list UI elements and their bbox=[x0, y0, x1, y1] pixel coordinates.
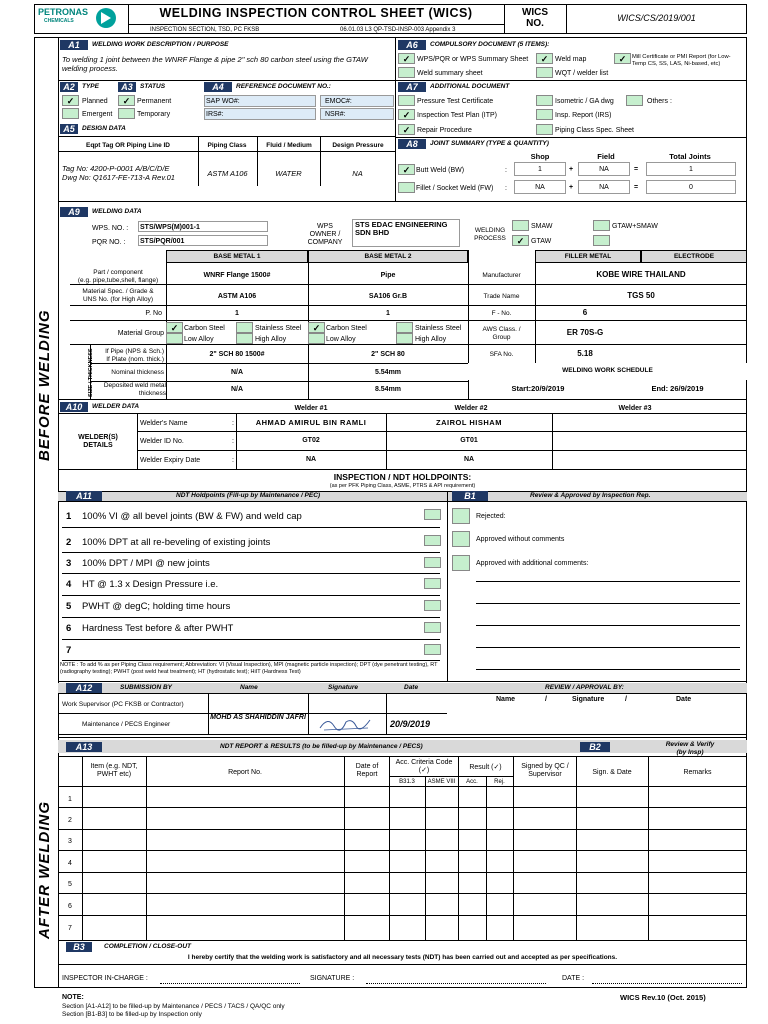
checkbox-process-blank[interactable] bbox=[593, 235, 610, 246]
shop-fillet-weld: NA bbox=[535, 184, 545, 191]
section-title-a2: TYPE bbox=[82, 83, 99, 90]
holdpoint-4: HT @ 1.3 x Design Pressure i.e. bbox=[82, 579, 219, 590]
section-code-a6: A6 bbox=[398, 40, 426, 50]
label-mill-cert: Mill Certificate or PMI Report (for Low-Temp CS, SS, LAS, Ni-based, etc) bbox=[632, 54, 731, 67]
label-wqt: WQT / welder list bbox=[555, 70, 609, 77]
col-eqpt-tag: Eqpt Tag OR Piping Line ID bbox=[85, 142, 170, 149]
label-irs: IRS#: bbox=[206, 111, 224, 118]
wps-number: STS/WPS(M)001-1 bbox=[140, 224, 200, 231]
checkbox-others[interactable] bbox=[626, 95, 643, 106]
filler-sfa: 5.18 bbox=[577, 349, 593, 358]
checkbox-mill-cert[interactable]: ✓ bbox=[614, 53, 631, 64]
filler-aws: ER 70S-G bbox=[566, 328, 604, 337]
base1-low-alloy-check[interactable] bbox=[166, 333, 183, 344]
label-weld-map: Weld map bbox=[555, 56, 587, 63]
section-code-a12: A12 bbox=[66, 683, 102, 693]
ndt-row-7: 7 bbox=[68, 925, 72, 932]
header-electrode: ELECTRODE bbox=[641, 250, 747, 263]
section-title-a4: REFERENCE DOCUMENT NO.: bbox=[236, 83, 331, 90]
section-code-a7: A7 bbox=[398, 82, 426, 92]
checkbox-insp-report[interactable] bbox=[536, 109, 553, 120]
holdpoint-5: PWHT @ degC; holding time hours bbox=[82, 601, 231, 612]
pqr-number: STS/PQR/001 bbox=[140, 238, 185, 245]
holdpoint-3-check[interactable] bbox=[424, 557, 441, 568]
header-filler-metal: FILLER METAL bbox=[535, 250, 641, 263]
logo-subtext: CHEMICALS bbox=[44, 18, 74, 24]
page-title: WELDING INSPECTION CONTROL SHEET (WICS) bbox=[159, 6, 473, 20]
ndt-row-5: 5 bbox=[68, 881, 72, 888]
label-nsr: NSR#: bbox=[325, 111, 346, 118]
label-repair: Repair Procedure bbox=[417, 127, 472, 134]
section-code-a1: A1 bbox=[60, 40, 88, 50]
work-description: To welding 1 joint between the WNRF Flange & pipe 2" sch 80 carbon steel using the GTAW welding process. bbox=[62, 55, 368, 73]
holdpoints-title: INSPECTION / NDT HOLDPOINTS: bbox=[333, 472, 472, 482]
checkbox-planned[interactable]: ✓ bbox=[62, 95, 79, 106]
section-code-b2: B2 bbox=[580, 742, 610, 752]
base2-deposited: 8.54mm bbox=[374, 386, 402, 393]
checkbox-piping-class[interactable] bbox=[536, 124, 553, 135]
section-code-a13: A13 bbox=[66, 742, 102, 752]
base1-high-alloy-check[interactable] bbox=[236, 333, 253, 344]
fluid-value: WATER bbox=[275, 169, 302, 178]
label-permanent: Permanent bbox=[137, 98, 172, 105]
checkbox-wps-pqr[interactable]: ✓ bbox=[398, 53, 415, 64]
checkbox-emergent[interactable] bbox=[62, 108, 79, 119]
section-title-a1: WELDING WORK DESCRIPTION / PURPOSE bbox=[92, 41, 229, 48]
section-title-a3: STATUS bbox=[140, 83, 166, 90]
section-code-a5: A5 bbox=[60, 124, 78, 134]
date-label: DATE : bbox=[562, 975, 585, 982]
checkbox-repair[interactable]: ✓ bbox=[398, 124, 415, 135]
schedule-start: Start:20/9/2019 bbox=[511, 384, 565, 393]
col-total: Total Joints bbox=[669, 152, 711, 161]
dwg-no: Dwg No: Q1617-FE-713-A Rev.01 bbox=[62, 173, 175, 182]
base1-spec: ASTM A106 bbox=[217, 293, 257, 300]
holdpoint-5-check[interactable] bbox=[424, 600, 441, 611]
after-welding-label: AFTER WELDING bbox=[36, 801, 53, 939]
section-code-a10: A10 bbox=[60, 402, 88, 412]
filler-manufacturer: KOBE WIRE THAILAND bbox=[596, 270, 686, 279]
checkbox-butt-weld[interactable]: ✓ bbox=[398, 164, 415, 175]
footer-note: NOTE: bbox=[62, 994, 84, 1001]
base2-spec: SA106 Gr.B bbox=[368, 293, 408, 300]
checkbox-gtaw[interactable]: ✓ bbox=[512, 235, 529, 246]
label-butt-weld: Butt Weld (BW) bbox=[416, 167, 465, 174]
petronas-logo-icon bbox=[94, 6, 118, 30]
section-code-a4: A4 bbox=[204, 82, 232, 92]
base1-size: 2" SCH 80 1500# bbox=[209, 351, 265, 358]
wics-number: WICS/CS/2019/001 bbox=[617, 13, 696, 23]
section-code-b3: B3 bbox=[66, 942, 92, 952]
holdpoint-7-check[interactable] bbox=[424, 644, 441, 655]
section-code-a3: A3 bbox=[118, 82, 136, 92]
label-planned: Planned bbox=[82, 98, 108, 105]
total-butt-weld: 1 bbox=[689, 166, 693, 173]
welder-1-name: AHMAD AMIRUL BIN RAMLI bbox=[255, 418, 367, 427]
section-title-a12: SUBMISSION BY bbox=[120, 684, 173, 691]
col-shop: Shop bbox=[530, 152, 550, 161]
holdpoint-1: 100% VI @ all bevel joints (BW & FW) and weld cap bbox=[82, 511, 302, 522]
schedule-end: End: 26/9/2019 bbox=[651, 384, 704, 393]
wics-label-no: NO. bbox=[526, 18, 544, 29]
header-base-metal-1: BASE METAL 1 bbox=[166, 250, 308, 263]
label-emoc: EMOC#: bbox=[325, 98, 352, 105]
label-wps-pqr: WPS/PQR or WPS Summary Sheet bbox=[417, 56, 529, 63]
label-fillet-weld: Fillet / Socket Weld (FW) bbox=[416, 185, 494, 192]
section-code-b1: B1 bbox=[452, 491, 488, 501]
checkbox-wqt[interactable] bbox=[536, 67, 553, 78]
base2-stainless-check[interactable] bbox=[396, 322, 413, 333]
base1-stainless-check[interactable] bbox=[236, 322, 253, 333]
checkbox-weld-map[interactable]: ✓ bbox=[536, 53, 553, 64]
welder-3-header: Welder #3 bbox=[618, 405, 652, 412]
ndt-row-4: 4 bbox=[68, 860, 72, 867]
holdpoint-2: 100% DPT at all re-beveling of existing joints bbox=[82, 537, 271, 548]
checkbox-gtaw-smaw[interactable] bbox=[593, 220, 610, 231]
section-code-a8: A8 bbox=[398, 139, 426, 149]
welder-1-header: Welder #1 bbox=[294, 405, 328, 412]
header-base-metal-2: BASE METAL 2 bbox=[308, 250, 468, 263]
field-butt-weld: NA bbox=[599, 166, 609, 173]
welder-1-id: GT02 bbox=[302, 437, 320, 444]
base1-deposited: N/A bbox=[230, 386, 244, 393]
total-fillet-weld: 0 bbox=[689, 184, 693, 191]
engineer-name: MOHD AS SHAHIDDIN JAFRI bbox=[210, 714, 306, 721]
holdpoint-6: Hardness Test before & after PWHT bbox=[82, 623, 234, 634]
ndt-row-1: 1 bbox=[68, 796, 72, 803]
base1-nominal: N/A bbox=[230, 369, 244, 376]
label-insp-report: Insp. Report (IRS) bbox=[555, 112, 612, 119]
engineer-date: 20/9/2019 bbox=[390, 719, 431, 729]
shop-butt-weld: 1 bbox=[538, 166, 542, 173]
label-pressure-test: Pressure Test Certificate bbox=[417, 98, 494, 105]
checkbox-fillet-weld[interactable] bbox=[398, 182, 415, 193]
base1-pno: 1 bbox=[235, 310, 239, 317]
label-itp: Inspection Test Plan (ITP) bbox=[417, 112, 498, 119]
tag-no: Tag No: 4200-P-0001 A/B/C/D/E bbox=[62, 164, 170, 173]
section-title-a6: COMPULSORY DOCUMENT (5 ITEMS): bbox=[430, 41, 550, 48]
inspector-label: INSPECTOR IN-CHARGE : bbox=[62, 975, 148, 982]
welder-2-header: Welder #2 bbox=[454, 405, 488, 412]
holdpoint-2-check[interactable] bbox=[424, 535, 441, 546]
piping-class-value: ASTM A106 bbox=[207, 169, 248, 178]
checkbox-approved-comments[interactable] bbox=[452, 555, 470, 571]
col-piping-class: Piping Class bbox=[207, 142, 247, 149]
review-approval-title: REVIEW / APPROVAL BY: bbox=[545, 684, 624, 691]
welding-schedule-title: WELDING WORK SCHEDULE bbox=[468, 363, 747, 380]
base1-part: WNRF Flange 1500# bbox=[203, 272, 271, 279]
section-code-a2: A2 bbox=[60, 82, 78, 92]
checkbox-isometric[interactable] bbox=[536, 95, 553, 106]
section-code-a9: A9 bbox=[60, 207, 88, 217]
completion-certification: I hereby certify that the welding work is satisfactory and all necessary tests (NDT) has been carried out and accepted as per specifications. bbox=[187, 954, 618, 961]
base2-nominal: 5.54mm bbox=[374, 369, 402, 376]
filler-trade-name: TGS 50 bbox=[627, 291, 655, 300]
col-fluid: Fluid / Medium bbox=[266, 142, 312, 149]
welder-2-name: ZAIROL HISHAM bbox=[436, 418, 502, 427]
before-welding-label: BEFORE WELDING bbox=[36, 309, 53, 461]
filler-fno: 6 bbox=[582, 308, 588, 317]
base2-pno: 1 bbox=[386, 310, 390, 317]
checkbox-pressure-test[interactable] bbox=[398, 95, 415, 106]
label-temporary: Temporary bbox=[137, 111, 171, 118]
section-title-a5: DESIGN DATA bbox=[82, 125, 126, 132]
signature-icon bbox=[318, 714, 378, 732]
pressure-value: NA bbox=[352, 169, 363, 178]
header-subtitle-right: 06.01.03 L3 QP-TSD-INSP-003 Appendix 3 bbox=[340, 27, 456, 33]
checkbox-weld-summary[interactable] bbox=[398, 67, 415, 78]
label-sap-wo: SAP WO#: bbox=[206, 98, 240, 105]
section-title-b3: COMPLETION / CLOSE-OUT bbox=[104, 943, 192, 950]
section-title-a8: JOINT SUMMARY (TYPE & QUANTITY) bbox=[430, 140, 549, 147]
section-title-a13: NDT REPORT & RESULTS (to be filled-up by Maintenance / PECS) bbox=[220, 743, 423, 750]
signature-label: SIGNATURE : bbox=[310, 975, 355, 982]
holdpoints-subtitle: (as per PFK Piping Class, ASME, PTRS & API requirement) bbox=[329, 483, 476, 489]
col-design-pressure: Design Pressure bbox=[332, 142, 384, 149]
holdpoint-4-check[interactable] bbox=[424, 578, 441, 589]
welder-1-expiry: NA bbox=[305, 456, 317, 463]
base2-carbon-steel-check[interactable]: ✓ bbox=[308, 322, 325, 333]
size-thickness-label: SIZE / THICKNESS bbox=[88, 348, 94, 398]
base2-size: 2" SCH 80 bbox=[371, 351, 405, 358]
holdpoint-1-check[interactable] bbox=[424, 509, 441, 520]
checkbox-permanent[interactable]: ✓ bbox=[118, 95, 135, 106]
base2-low-alloy-check[interactable] bbox=[308, 333, 325, 344]
footer-line-1: Section [A1-A12] to be filled-up by Maintenance / PECS / TACS / QA/QC only bbox=[62, 1003, 285, 1010]
label-piping-class: Piping Class Spec. Sheet bbox=[555, 127, 634, 134]
field-fillet-weld: NA bbox=[599, 184, 609, 191]
col-field: Field bbox=[597, 152, 615, 161]
label-isometric: Isometric / GA dwg bbox=[555, 98, 614, 105]
ndt-row-2: 2 bbox=[68, 817, 72, 824]
section-title-a10: WELDER DATA bbox=[92, 403, 140, 410]
ndt-row-3: 3 bbox=[68, 838, 72, 845]
section-title-a7: ADDITIONAL DOCUMENT bbox=[430, 83, 510, 90]
welder-2-id: GT01 bbox=[460, 437, 478, 444]
header-subtitle-left: INSPECTION SECTION, TSD, PC FKSB bbox=[150, 27, 260, 33]
section-title-b1: Review & Approved by Inspection Rep. bbox=[530, 492, 651, 499]
checkbox-temporary[interactable] bbox=[118, 108, 135, 119]
wics-label: WICS bbox=[521, 7, 549, 18]
checkbox-approved[interactable] bbox=[452, 531, 470, 547]
footer-revision: WICS Rev.10 (Oct. 2015) bbox=[620, 993, 706, 1002]
ndt-row-6: 6 bbox=[68, 903, 72, 910]
checkbox-rejected[interactable] bbox=[452, 508, 470, 524]
wps-owner: STS EDAC ENGINEERING SDN BHD bbox=[355, 220, 448, 237]
holdpoint-3: 100% DPT / MPI @ new joints bbox=[82, 558, 210, 569]
holdpoint-note: NOTE : To add % as per Piping Class requirement; Abbreviation: VI (Visual Inspection), MPI (magnetic particle inspection); DPT (dye penetrant testing), RT (radiography testing); PWHT (post weld heat treatment); HT (hydrostatic test); HiIT (Hardness Test) bbox=[60, 662, 438, 675]
section-title-a9: WELDING DATA bbox=[92, 208, 142, 215]
label-weld-summary: Weld summary sheet bbox=[417, 70, 483, 77]
welder-2-expiry: NA bbox=[463, 456, 475, 463]
label-others: Others : bbox=[647, 98, 672, 105]
footer-line-2: Section [B1-B3] to be filled-up by Inspection only bbox=[62, 1011, 202, 1018]
section-code-a11: A11 bbox=[66, 491, 102, 501]
section-title-a11: NDT Holdpoints (Fill-up by Maintenance / PEC) bbox=[176, 492, 321, 499]
logo-text: PETRONAS bbox=[38, 7, 89, 17]
checkbox-itp[interactable]: ✓ bbox=[398, 109, 415, 120]
holdpoint-6-check[interactable] bbox=[424, 622, 441, 633]
base2-high-alloy-check[interactable] bbox=[396, 333, 413, 344]
checkbox-smaw[interactable] bbox=[512, 220, 529, 231]
base1-carbon-steel-check[interactable]: ✓ bbox=[166, 322, 183, 333]
label-emergent: Emergent bbox=[82, 111, 113, 118]
base2-part: Pipe bbox=[380, 272, 396, 279]
